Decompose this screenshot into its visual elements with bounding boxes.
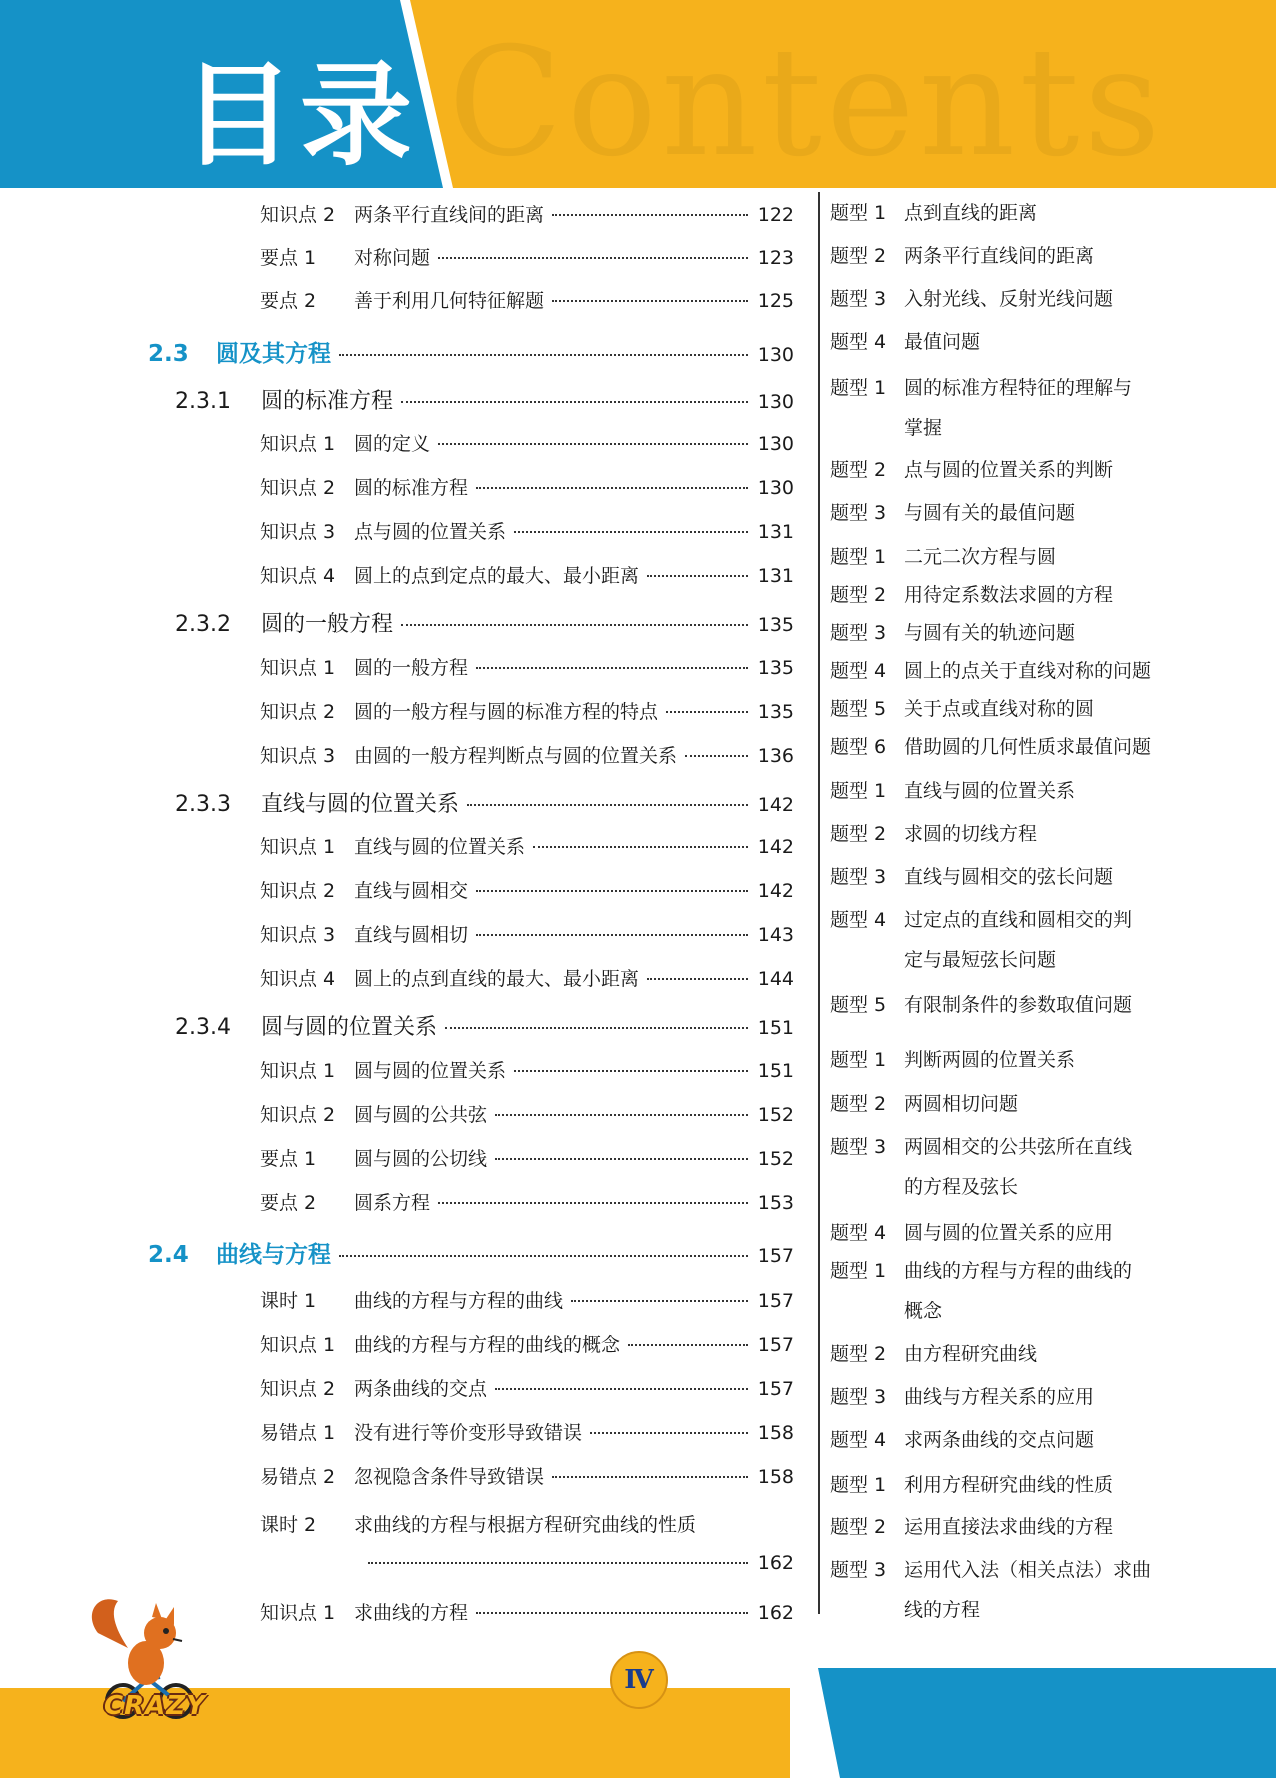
leader-dots	[339, 1255, 748, 1257]
toc-entry-title: 求曲线的方程	[354, 1602, 469, 1624]
question-type-title: 运用代入法（相关点法）求曲	[904, 1559, 1152, 1581]
toc-entry-page: 130	[757, 391, 794, 413]
toc-entry-label: 2.3.4	[175, 1015, 231, 1040]
question-type-entry[interactable]	[830, 1470, 1113, 1497]
question-type-title: 关于点或直线对称的圆	[904, 698, 1095, 720]
toc-entry-page: 135	[757, 614, 794, 636]
question-type-title-continuation: 概念	[904, 1300, 943, 1322]
toc-entry[interactable]	[260, 1418, 794, 1445]
toc-entry[interactable]	[260, 876, 794, 903]
toc-entry-label: 课时 1	[260, 1290, 317, 1312]
leader-dots	[571, 1300, 748, 1302]
question-type-label: 题型 3	[830, 866, 887, 888]
question-type-title-continuation: 的方程及弦长	[904, 1176, 1019, 1198]
question-type-label: 题型 1	[830, 377, 887, 399]
toc-entry[interactable]	[260, 473, 794, 500]
toc-entry-title: 圆的一般方程	[354, 657, 469, 679]
toc-entry-page: 158	[757, 1422, 794, 1444]
toc-entry[interactable]	[260, 286, 794, 313]
leader-dots	[401, 624, 748, 626]
toc-entry-title: 圆与圆的公切线	[354, 1148, 488, 1170]
leader-dots	[495, 1158, 748, 1160]
question-type-label: 题型 4	[830, 1429, 887, 1451]
question-type-entry[interactable]	[830, 198, 1037, 225]
toc-entry-page: 158	[757, 1466, 794, 1488]
toc-entry-page: 151	[757, 1017, 794, 1039]
question-type-entry[interactable]	[830, 1045, 1075, 1072]
toc-entry-title: 由圆的一般方程判断点与圆的位置关系	[354, 745, 678, 767]
toc-entry-title: 圆与圆的位置关系	[261, 1015, 438, 1040]
toc-entry[interactable]	[260, 653, 794, 680]
toc-entry-title: 圆上的点到定点的最大、最小距离	[354, 565, 640, 587]
question-type-title: 求两条曲线的交点问题	[904, 1429, 1095, 1451]
toc-entry-page: 162	[757, 1602, 794, 1624]
column-divider	[818, 192, 820, 1614]
question-type-label: 题型 3	[830, 502, 887, 524]
toc-entry-page: 142	[757, 880, 794, 902]
toc-entry[interactable]	[260, 741, 794, 768]
question-type-label: 题型 1	[830, 546, 887, 568]
toc-entry-label: 2.3	[148, 341, 189, 367]
toc-entry-title: 求曲线的方程与根据方程研究曲线的性质	[354, 1514, 697, 1536]
question-type-entry[interactable]	[830, 327, 980, 354]
toc-entry-label: 知识点 1	[260, 1334, 336, 1356]
question-type-entry[interactable]	[830, 373, 1132, 400]
toc-entry-title: 曲线的方程与方程的曲线的概念	[354, 1334, 621, 1356]
question-type-title: 曲线的方程与方程的曲线的	[904, 1260, 1133, 1282]
question-type-entry[interactable]	[830, 1256, 1132, 1283]
toc-entry[interactable]	[260, 243, 794, 270]
toc-entry-page: 123	[757, 247, 794, 269]
question-type-title-continuation: 掌握	[904, 417, 943, 439]
toc-entry-label: 知识点 3	[260, 521, 336, 543]
leader-dots	[514, 531, 748, 533]
toc-entry-title: 圆及其方程	[216, 341, 331, 367]
toc-entry-label: 知识点 2	[260, 880, 336, 902]
toc-entry-label: 知识点 3	[260, 745, 336, 767]
toc-entry-label: 知识点 2	[260, 1378, 336, 1400]
toc-entry[interactable]	[260, 1510, 794, 1537]
question-type-label: 题型 3	[830, 622, 887, 644]
toc-entry[interactable]	[175, 1010, 794, 1041]
toc-entry-page: 131	[757, 565, 794, 587]
toc-entry[interactable]	[260, 697, 794, 724]
question-type-title-continuation: 定与最短弦长问题	[904, 949, 1057, 971]
question-type-label: 题型 4	[830, 660, 887, 682]
toc-entry[interactable]	[260, 1374, 794, 1401]
toc-entry[interactable]	[260, 920, 794, 947]
question-type-title: 两圆相交的公共弦所在直线	[904, 1136, 1133, 1158]
toc-entry-title: 直线与圆的位置关系	[354, 836, 526, 858]
toc-entry[interactable]	[260, 1144, 794, 1171]
question-type-title: 两条平行直线间的距离	[904, 245, 1095, 267]
question-type-entry[interactable]	[830, 656, 1151, 683]
question-type-entry[interactable]	[830, 618, 1075, 645]
toc-entry[interactable]	[260, 1286, 794, 1313]
toc-entry-title: 对称问题	[354, 247, 431, 269]
leader-dots	[476, 890, 748, 892]
toc-entry[interactable]	[260, 1462, 794, 1489]
leader-dots	[445, 1027, 748, 1029]
question-type-label: 题型 1	[830, 202, 887, 224]
question-type-entry[interactable]	[830, 1512, 1113, 1539]
toc-entry[interactable]	[175, 384, 794, 415]
toc-entry-page: 135	[757, 657, 794, 679]
question-type-title: 与圆有关的轨迹问题	[904, 622, 1076, 644]
toc-entry-title: 忽视隐含条件导致错误	[354, 1466, 545, 1488]
toc-entry-title: 圆的标准方程	[261, 389, 394, 414]
page-number-badge: Ⅳ	[610, 1651, 668, 1709]
leader-dots	[476, 934, 748, 936]
question-type-entry[interactable]	[830, 862, 1113, 889]
leader-dots	[438, 443, 748, 445]
leader-dots	[339, 354, 748, 356]
toc-entry-page: 162	[757, 1552, 794, 1574]
toc-entry-label: 易错点 2	[260, 1466, 336, 1488]
question-type-entry[interactable]	[830, 905, 1132, 932]
toc-entry-title: 圆与圆的公共弦	[354, 1104, 488, 1126]
toc-entry-page: 144	[757, 968, 794, 990]
question-type-title: 与圆有关的最值问题	[904, 502, 1076, 524]
toc-entry[interactable]	[148, 1236, 794, 1269]
question-type-label: 题型 1	[830, 1260, 887, 1282]
question-type-title: 点与圆的位置关系的判断	[904, 459, 1114, 481]
question-type-title: 直线与圆相交的弦长问题	[904, 866, 1114, 888]
toc-entry-label: 2.3.2	[175, 612, 231, 637]
leader-dots	[368, 1562, 748, 1564]
toc-entry-title: 直线与圆相切	[354, 924, 469, 946]
toc-entry-label: 知识点 1	[260, 433, 336, 455]
toc-entry-title: 圆的定义	[354, 433, 431, 455]
question-type-label: 题型 4	[830, 331, 887, 353]
question-type-title: 用待定系数法求圆的方程	[904, 584, 1114, 606]
question-type-entry[interactable]	[830, 990, 1132, 1017]
toc-entry[interactable]	[260, 1100, 794, 1127]
question-type-title: 判断两圆的位置关系	[904, 1049, 1076, 1071]
toc-entry[interactable]	[260, 429, 794, 456]
question-type-title: 点到直线的距离	[904, 202, 1038, 224]
question-type-title: 圆上的点关于直线对称的问题	[904, 660, 1152, 682]
toc-entry-title: 善于利用几何特征解题	[354, 290, 545, 312]
toc-entry[interactable]	[260, 964, 794, 991]
toc-entry-page: 142	[757, 794, 794, 816]
question-type-label: 题型 3	[830, 1136, 887, 1158]
toc-entry-page: 157	[757, 1290, 794, 1312]
question-type-label: 题型 4	[830, 909, 887, 931]
toc-entry[interactable]	[175, 607, 794, 638]
toc-entry-page: 130	[757, 477, 794, 499]
toc-entry-page: 153	[757, 1192, 794, 1214]
toc-entry[interactable]	[260, 517, 794, 544]
contents-watermark: Contents	[448, 16, 1165, 190]
leader-dots	[552, 1476, 748, 1478]
leader-dots	[401, 401, 748, 403]
toc-entry-label: 要点 2	[260, 290, 317, 312]
question-type-entry[interactable]	[830, 284, 1113, 311]
question-type-entry[interactable]	[830, 1425, 1094, 1452]
toc-entry-page: 143	[757, 924, 794, 946]
question-type-label: 题型 2	[830, 1343, 887, 1365]
toc-entry-label: 知识点 4	[260, 968, 336, 990]
question-type-title: 最值问题	[904, 331, 981, 353]
leader-dots	[438, 257, 748, 259]
leader-dots	[628, 1344, 748, 1346]
question-type-label: 题型 1	[830, 1049, 887, 1071]
question-type-title: 利用方程研究曲线的性质	[904, 1474, 1114, 1496]
question-type-title: 有限制条件的参数取值问题	[904, 994, 1133, 1016]
question-type-label: 题型 5	[830, 698, 887, 720]
toc-entry-page: 131	[757, 521, 794, 543]
toc-entry-page: 136	[757, 745, 794, 767]
toc-entry-label: 知识点 3	[260, 924, 336, 946]
question-type-entry[interactable]	[830, 1555, 1151, 1582]
toc-entry[interactable]	[175, 787, 794, 818]
question-type-label: 题型 2	[830, 823, 887, 845]
toc-entry-page: 152	[757, 1148, 794, 1170]
question-type-title: 由方程研究曲线	[904, 1343, 1038, 1365]
toc-entry-label: 2.4	[148, 1242, 189, 1268]
toc-entry-label: 知识点 2	[260, 477, 336, 499]
toc-entry-title: 圆的一般方程	[261, 612, 394, 637]
question-type-title: 过定点的直线和圆相交的判	[904, 909, 1133, 931]
toc-entry-label: 知识点 2	[260, 204, 336, 226]
toc-entry-title: 曲线与方程	[216, 1242, 331, 1268]
toc-entry[interactable]	[260, 561, 794, 588]
leader-dots	[666, 711, 748, 713]
leader-dots	[552, 214, 748, 216]
toc-entry-title: 圆与圆的位置关系	[354, 1060, 507, 1082]
question-type-label: 题型 2	[830, 584, 887, 606]
toc-entry-title: 两条曲线的交点	[354, 1378, 488, 1400]
leader-dots	[533, 846, 748, 848]
question-type-entry[interactable]	[830, 1132, 1132, 1159]
leader-dots	[685, 755, 748, 757]
toc-entry-label: 要点 1	[260, 1148, 317, 1170]
toc-entry[interactable]	[148, 335, 794, 368]
leader-dots	[467, 804, 748, 806]
question-type-title-continuation: 线的方程	[904, 1599, 981, 1621]
leader-dots	[647, 575, 748, 577]
toc-entry-label: 课时 2	[260, 1514, 317, 1536]
toc-entry-title: 直线与圆的位置关系	[261, 792, 460, 817]
question-type-entry[interactable]	[830, 580, 1113, 607]
toc-entry-page: 142	[757, 836, 794, 858]
toc-entry-page: 157	[757, 1245, 794, 1267]
brand-logo-text: CRAZY	[104, 1691, 206, 1721]
toc-entry-label: 要点 1	[260, 247, 317, 269]
toc-entry-page: 135	[757, 701, 794, 723]
question-type-entry[interactable]	[830, 694, 1094, 721]
toc-entry-label: 要点 2	[260, 1192, 317, 1214]
toc-entry-label: 2.3.1	[175, 389, 231, 414]
toc-entry-label: 知识点 2	[260, 701, 336, 723]
question-type-entry[interactable]	[830, 498, 1075, 525]
question-type-label: 题型 3	[830, 288, 887, 310]
toc-entry-title: 圆系方程	[354, 1192, 431, 1214]
toc-entry-label: 知识点 2	[260, 1104, 336, 1126]
toc-entry-title: 直线与圆相交	[354, 880, 469, 902]
question-type-title: 运用直接法求曲线的方程	[904, 1516, 1114, 1538]
toc-entry-page: 130	[757, 344, 794, 366]
toc-entry[interactable]	[260, 1056, 794, 1083]
toc-entry-page: 152	[757, 1104, 794, 1126]
question-type-label: 题型 3	[830, 1386, 887, 1408]
toc-entry-title: 圆的标准方程	[354, 477, 469, 499]
leader-dots	[552, 300, 748, 302]
toc-entry-title: 圆的一般方程与圆的标准方程的特点	[354, 701, 659, 723]
question-type-title: 圆与圆的位置关系的应用	[904, 1222, 1114, 1244]
question-type-title: 借助圆的几何性质求最值问题	[904, 736, 1152, 758]
leader-dots	[438, 1202, 748, 1204]
question-type-title: 二元二次方程与圆	[904, 546, 1057, 568]
toc-entry-title: 圆上的点到直线的最大、最小距离	[354, 968, 640, 990]
toc-entry[interactable]	[260, 1330, 794, 1357]
toc-entry-page: 125	[757, 290, 794, 312]
question-type-entry[interactable]	[830, 241, 1094, 268]
question-type-entry[interactable]	[830, 542, 1056, 569]
toc-entry[interactable]	[260, 832, 794, 859]
toc-entry-page: 130	[757, 433, 794, 455]
toc-entry-continuation[interactable]	[360, 1552, 794, 1574]
question-type-label: 题型 1	[830, 780, 887, 802]
question-type-title: 曲线与方程关系的应用	[904, 1386, 1095, 1408]
leader-dots	[495, 1388, 748, 1390]
leader-dots	[476, 487, 748, 489]
question-type-label: 题型 1	[830, 1474, 887, 1496]
question-type-entry[interactable]	[830, 819, 1037, 846]
toc-entry-page: 151	[757, 1060, 794, 1082]
toc-entry-page: 122	[757, 204, 794, 226]
question-type-label: 题型 2	[830, 1516, 887, 1538]
leader-dots	[514, 1070, 748, 1072]
toc-entry[interactable]	[260, 1598, 794, 1625]
leader-dots	[590, 1432, 748, 1434]
question-type-title: 求圆的切线方程	[904, 823, 1038, 845]
question-type-label: 题型 5	[830, 994, 887, 1016]
question-type-title: 圆的标准方程特征的理解与	[904, 377, 1133, 399]
question-type-label: 题型 2	[830, 459, 887, 481]
toc-entry-label: 知识点 1	[260, 1602, 336, 1624]
toc-entry[interactable]	[260, 1188, 794, 1215]
toc-entry[interactable]	[260, 200, 794, 227]
toc-entry-label: 知识点 1	[260, 657, 336, 679]
leader-dots	[647, 978, 748, 980]
toc-entry-label: 易错点 1	[260, 1422, 336, 1444]
question-type-label: 题型 3	[830, 1559, 887, 1581]
toc-entry-title: 曲线的方程与方程的曲线	[354, 1290, 564, 1312]
toc-entry-label: 知识点 1	[260, 1060, 336, 1082]
question-type-title: 入射光线、反射光线问题	[904, 288, 1114, 310]
question-type-entry[interactable]	[830, 1382, 1094, 1409]
toc-entry-page: 157	[757, 1378, 794, 1400]
toc-entry-page: 157	[757, 1334, 794, 1356]
question-type-label: 题型 2	[830, 1093, 887, 1115]
question-type-title: 两圆相切问题	[904, 1093, 1019, 1115]
toc-entry-title: 没有进行等价变形导致错误	[354, 1422, 583, 1444]
page-title: 目录	[182, 51, 418, 181]
leader-dots	[495, 1114, 748, 1116]
question-type-label: 题型 2	[830, 245, 887, 267]
question-type-label: 题型 4	[830, 1222, 887, 1244]
toc-entry-title: 两条平行直线间的距离	[354, 204, 545, 226]
question-type-label: 题型 6	[830, 736, 887, 758]
leader-dots	[476, 667, 748, 669]
toc-entry-title: 点与圆的位置关系	[354, 521, 507, 543]
question-type-entry[interactable]	[830, 1339, 1037, 1366]
question-type-entry[interactable]	[830, 732, 1151, 759]
toc-entry-label: 知识点 1	[260, 836, 336, 858]
question-type-title: 直线与圆的位置关系	[904, 780, 1076, 802]
toc-entry-label: 知识点 4	[260, 565, 336, 587]
question-type-entry[interactable]	[830, 1089, 1018, 1116]
question-type-entry[interactable]	[830, 455, 1113, 482]
question-type-entry[interactable]	[830, 776, 1075, 803]
leader-dots	[476, 1612, 748, 1614]
question-type-entry[interactable]	[830, 1218, 1113, 1245]
toc-entry-label: 2.3.3	[175, 792, 231, 817]
